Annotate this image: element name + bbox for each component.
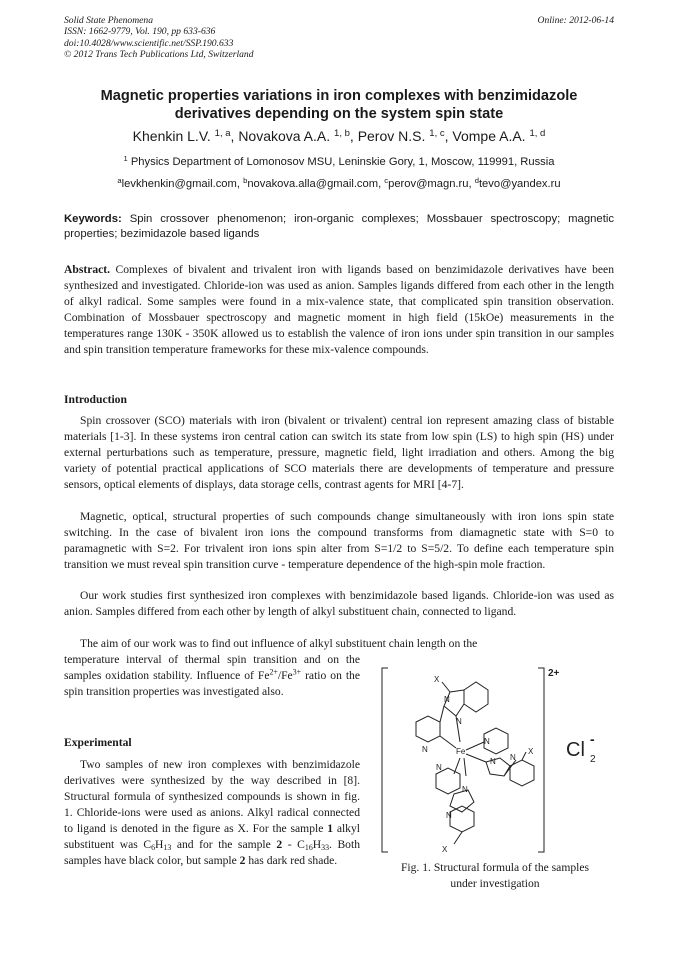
keywords-label: Keywords: — [64, 213, 122, 225]
n-label: N — [446, 811, 452, 820]
anion-count: 2 — [590, 754, 596, 765]
caption-line-2: under investigation — [450, 877, 540, 890]
author-name: Novakova A.A. — [238, 128, 331, 144]
affiliation-text: Physics Department of Lomonosov MSU, Leninskie Gory, 1, Moscow, 119991, Russia — [130, 156, 555, 168]
exp-text-e: . Both samples have black color, but sample — [64, 838, 360, 867]
sample-1-label: 1 — [327, 822, 333, 835]
chloride-anion: Cl — [566, 739, 585, 761]
author-affil: 1, b — [334, 127, 350, 139]
n-x-bond-lower — [454, 832, 462, 844]
keywords — [64, 212, 614, 242]
pyridine-left — [416, 716, 440, 742]
fe-bond-6 — [464, 758, 466, 776]
exp-text-f: has dark red shade. — [248, 854, 338, 867]
intro-p4-line-2: temperature interval of thermal spin transition and on — [64, 653, 339, 666]
fe-bond-4 — [466, 754, 486, 762]
structural-formula-svg — [376, 662, 616, 862]
fe2-charge: 2+ — [269, 667, 278, 677]
n-label: N — [422, 745, 428, 754]
email-link[interactable]: perov@magn.ru — [388, 178, 469, 190]
doi: doi:10.4028/www.scientific.net/SSP.190.633 — [64, 37, 234, 49]
journal-name: Solid State Phenomena — [64, 15, 153, 26]
exp-text-d: - — [287, 838, 292, 851]
experimental-paragraph: Two samples of new iron complexes with benzimidazole derivatives were synthesized by the way described in [8]. Structural formula of synthesized compounds is shown in fig. 1. Chloride-ions were used as anions. Alkyl radical connected to ligand is denoted in the figure as X. For the sample 1 alkyl substituent was $C_6H_{13}$ and for the sample $2 - C_{16}H_{33}$. Both samples have black color, but sample 2 has dark red shade. — [64, 758, 360, 867]
copyright: © 2012 Trans Tech Publications Ltd, Switzerland — [64, 49, 254, 61]
affiliation — [64, 153, 614, 168]
journal-header — [64, 15, 254, 61]
affiliation-number: 1 — [123, 153, 128, 163]
email-link[interactable]: tevo@yandex.ru — [478, 178, 561, 190]
online-date: Online: 2012-06-14 — [537, 15, 614, 26]
complex-charge: 2+ — [548, 668, 560, 679]
n-label: N — [444, 695, 450, 704]
intro-paragraph-3: Our work studies first synthesized iron complexes with benzimidazole based ligands. Chloride-ion was used as anion. Samples differed from each other by length of alkyl substituent chain, connected to ligand. — [64, 589, 614, 618]
n-x-bond-top — [442, 682, 450, 692]
title-line-2: derivatives depending on the system spin state — [174, 106, 504, 122]
author-list: Khenkin L.V. $^{1, a}$, Novakova A.A. $^{1, b}$, Perov N.S. $^{1, c}$, Vompe A.A. $^{1, d}$ — [132, 127, 546, 144]
sample-2-label: 2 — [276, 838, 283, 851]
n-label: N — [456, 717, 462, 726]
hydrogen-symbol: H — [155, 838, 164, 851]
fe3-charge: 3+ — [292, 667, 302, 677]
email-list: $^a$levkhenkin@gmail.com, $^b$novakova.alla@gmail.com, $^c$perov@magn.ru, $^d$tevo@yandex.ru — [117, 175, 561, 190]
email-marker: d — [474, 175, 479, 185]
author-affil: 1, c — [429, 127, 445, 139]
fe-slash: /Fe — [277, 669, 293, 682]
abstract-text: Complexes of bivalent and trivalent iron with ligands based on benzimidazole derivatives have been synthesized and investigated. Chloride-ion was used as anion. Samples ligands differed from each other in the length of alkyl radical. Some samples were found in a mix-valence state, that complicated spin transition observation. Combination of Mossbauer spectroscopy and magnetic moment in high field (15kOe) measurements in the temperatures range 130K - 350K allowed us to establish the valence of iron ions under spin transition in our samples and spin transition temperature frameworks for these mix-valence compounds. — [64, 263, 614, 356]
fe-bond-1 — [440, 736, 456, 748]
benzene-ring-lower — [450, 806, 474, 832]
intro-paragraph-4-cont — [64, 652, 360, 700]
fe-bond-3 — [466, 742, 484, 750]
right-bracket — [538, 668, 544, 852]
fe-label: Fe — [456, 747, 466, 756]
left-bracket — [382, 668, 388, 852]
email-marker: c — [384, 175, 389, 185]
h13-subscript: 13 — [163, 842, 172, 852]
n-label: N — [484, 737, 490, 746]
intro-paragraph-1: Spin crossover (SCO) materials with iron (bivalent or trivalent) central ion represent amazing class of bistable materials [1-3]. In these systems iron central cation can switch its state from low spin (LS) to high spin (HS) under external perturbations such as temperature, pressure, magnetic field, light irradiation and others. Among the big variety of potential practical applications of SCO materials there are developments of temperature and pressure sensors, optical elements of displays, data storage cells, contrast agents for MRI [4-7]. — [64, 414, 614, 491]
h33-subscript: 33 — [321, 842, 329, 852]
email-marker: b — [243, 175, 248, 185]
figure-caption — [372, 860, 618, 892]
paper-title — [64, 87, 614, 123]
x-label-right: X — [528, 747, 534, 756]
hydrogen-symbol: H — [312, 838, 322, 851]
author-name: Khenkin L.V. — [132, 128, 211, 144]
n-x-bond-right — [522, 752, 526, 760]
keywords-text: Spin crossover phenomenon; iron-organic complexes; Mossbauer spectroscopy; magnetic properties; bezimidazole based ligands — [64, 213, 614, 240]
experimental-heading: Experimental — [64, 736, 132, 749]
intro-p4-line-4: ratio on the spin transition properties was investigated also. — [64, 669, 360, 698]
n-label: N — [462, 785, 468, 794]
abstract-label: Abstract. — [64, 263, 111, 276]
n-label: N — [510, 753, 516, 762]
issn: ISSN: 1662-9779, Vol. 190, pp 633-636 — [64, 26, 216, 38]
exp-text-a: Two samples of new iron complexes with benzimidazole derivatives were synthesized by the way described in [8]. Structural formula of synthesized compounds is shown in fig. 1. Chloride-ions were used as anions. Alkyl radical connected to ligand is denoted in the figure as X. For the sample — [64, 758, 360, 835]
structural-formula-figure — [376, 662, 616, 862]
intro-paragraph-2: Magnetic, optical, structural properties of such compounds change simultaneously with iron ions spin state switching. In the case of bivalent iron ions the compound transforms from diamagnetic state with S=0 to paramagnetic with S=2. For trivalent iron ions spin alter from S=1/2 to S=5/2. To define each temperature spin transition we must reveal spin transition curve - temperature dependence of the high-spin mole fraction. — [64, 510, 614, 571]
anion-charge: - — [590, 731, 595, 747]
author-name: Vompe A.A. — [452, 128, 526, 144]
c6-subscript: 6 — [151, 842, 156, 852]
benzene-ring-top — [464, 682, 488, 712]
email-marker: a — [117, 175, 122, 185]
email-link[interactable]: novakova.alla@gmail.com — [247, 178, 379, 190]
n-label: N — [490, 757, 496, 766]
abstract — [64, 262, 614, 358]
exp-text-c: and for the sample — [176, 838, 271, 851]
email-link[interactable]: levkhenkin@gmail.com — [121, 178, 237, 190]
author-affil: 1, d — [529, 127, 546, 139]
n-label: N — [436, 763, 442, 772]
author-name: Perov N.S. — [357, 128, 426, 144]
exp-text-b: alkyl substituent was C — [64, 822, 360, 851]
intro-paragraph-4-line-1: The aim of our work was to find out influence of alkyl substituent chain length on the — [80, 637, 478, 650]
author-affil: 1, a — [214, 127, 231, 139]
c16-subscript: 16 — [304, 842, 313, 852]
title-line-1: Magnetic properties variations in iron complexes with benzimidazole — [100, 88, 578, 104]
caption-line-1: Fig. 1. Structural formula of the samples — [400, 861, 590, 874]
intro-p4-line-3: the samples oxidation stability. Influence of Fe — [64, 653, 360, 682]
introduction-heading: Introduction — [64, 393, 127, 406]
sample-2-label-b: 2 — [239, 854, 246, 867]
x-label-lower: X — [442, 845, 448, 854]
x-label-top: X — [434, 675, 440, 684]
